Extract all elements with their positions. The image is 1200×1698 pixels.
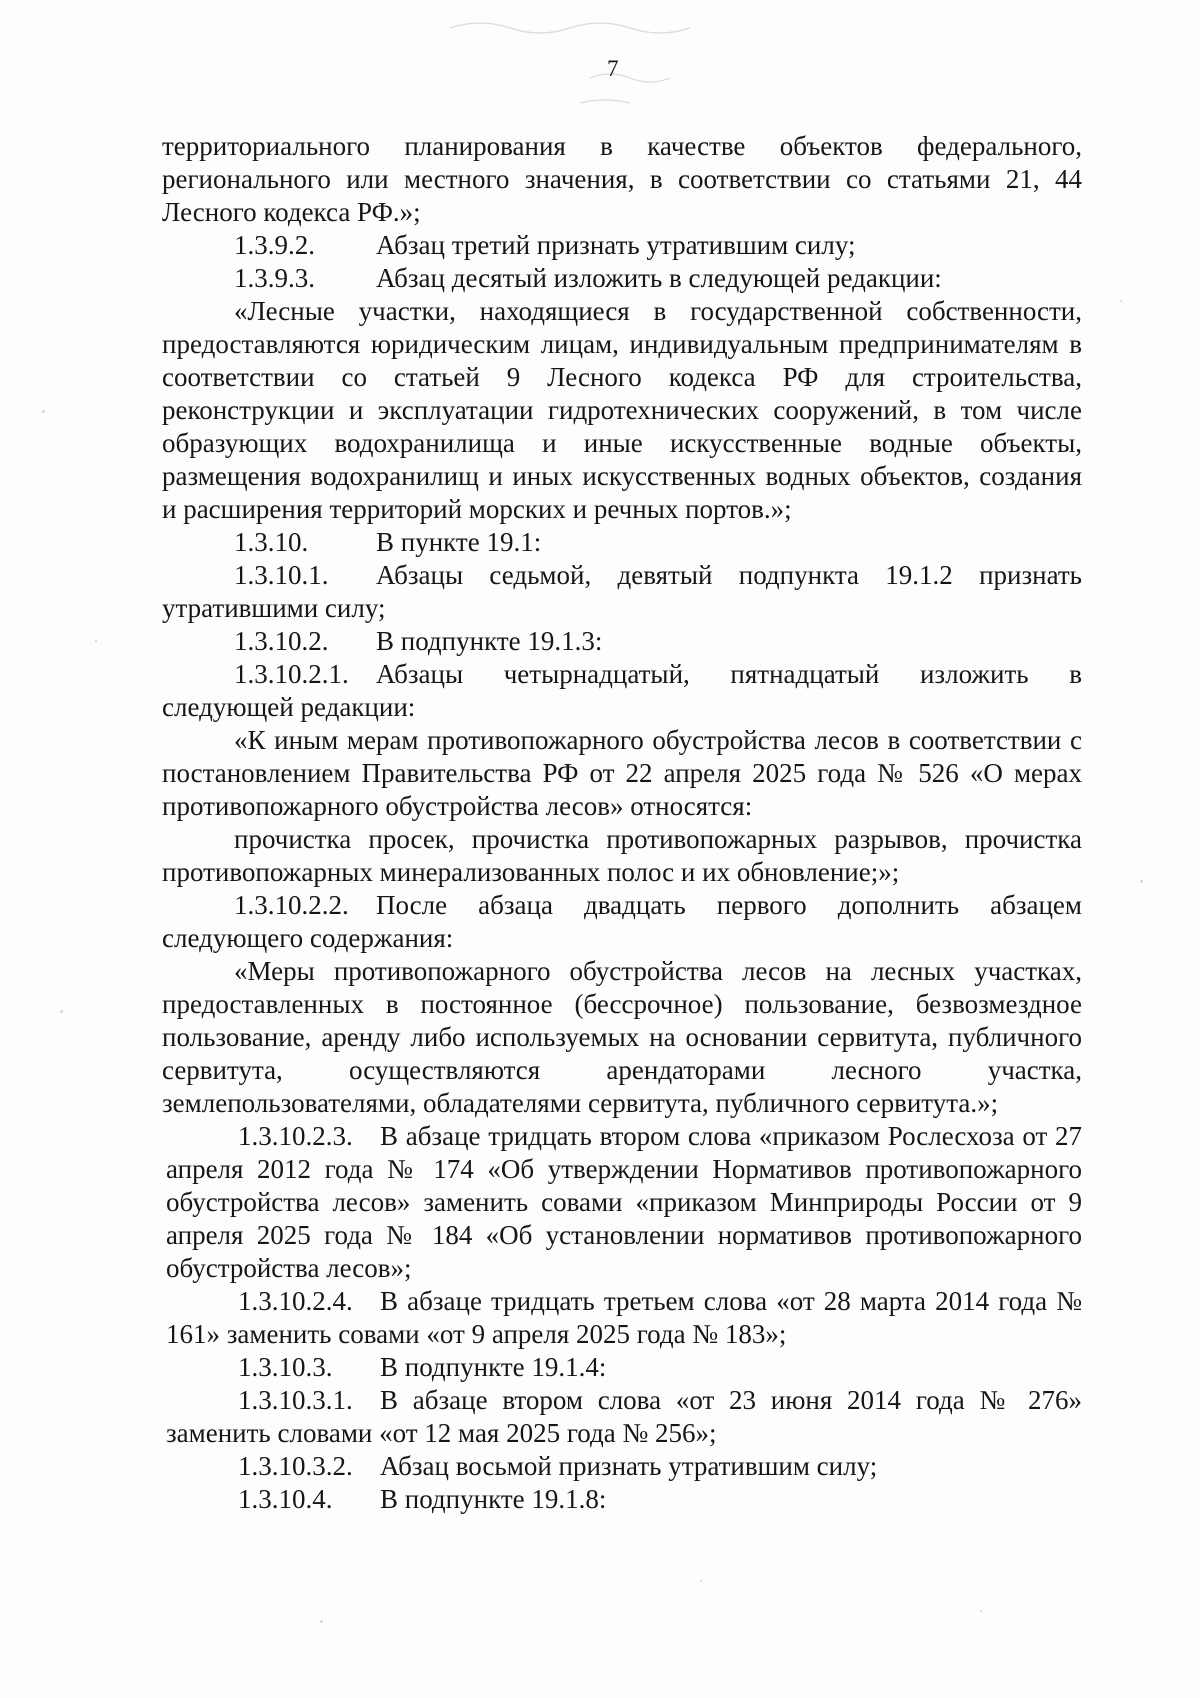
list-item — [166, 1351, 1082, 1384]
item-number: 1.3.10. — [234, 527, 309, 557]
item-number: 1.3.9.2. — [234, 230, 315, 260]
faint-stamp-mark — [440, 8, 760, 118]
item-number: 1.3.10.4. — [238, 1484, 333, 1514]
list-item — [166, 1384, 1082, 1450]
quoted-paragraph: «К иным мерам противопожарного обустройства лесов в соответствии с постановлением Правительства РФ от 22 апреля 2025 года № 526 «О мерах противопожарного обустройства лесов» относятся: — [162, 725, 1082, 821]
list-item — [162, 229, 1082, 262]
item-number: 1.3.10.1. — [234, 560, 329, 590]
list-item — [162, 658, 1082, 724]
quoted-paragraph: прочистка просек, прочистка противопожарных разрывов, прочистка противопожарных минерализованных полос и их обновление;»; — [162, 824, 1082, 887]
list-item — [162, 526, 1082, 559]
item-text: Абзац десятый изложить в следующей редакции: — [376, 263, 942, 293]
item-text: В абзаце втором слова «от 23 июня 2014 года № 276» заменить словами «от 12 мая 2025 года № 256»; — [166, 1385, 1082, 1448]
item-text: Абзац третий признать утратившим силу; — [376, 230, 856, 260]
list-item — [166, 1285, 1082, 1351]
quoted-paragraph: «Меры противопожарного обустройства лесов на лесных участках, предоставленных в постоянное (бессрочное) пользование, безвозмездное пользование, аренду либо используемых на основании сервитута, публичного сервитута, осуществляются арендаторами лесного участка, землепользователями, обладателями сервитута, публичного сервитута.»; — [162, 956, 1082, 1118]
scan-speck — [60, 1010, 63, 1013]
item-text: Абзац восьмой признать утратившим силу; — [380, 1451, 878, 1481]
item-number: 1.3.10.2.2. — [234, 890, 349, 920]
quoted-paragraph: «Лесные участки, находящиеся в государственной собственности, предоставляются юридическим лицам, индивидуальным предпринимателям в соответствии со статьей 9 Лесного кодекса РФ для строительства, реконструкции и эксплуатации гидротехнических сооружений, в том числе образующих водохранилища и иные искусственные водные объекты, размещения водохранилищ и иных искусственных водных объектов, создания и расширения территорий морских и речных портов.»; — [162, 296, 1082, 524]
scan-speck — [320, 1620, 323, 1623]
item-number: 1.3.9.3. — [234, 263, 315, 293]
scan-speck — [700, 1580, 702, 1582]
item-number: 1.3.10.2. — [234, 626, 329, 656]
list-item — [162, 625, 1082, 658]
item-number: 1.3.10.3.1. — [238, 1385, 353, 1415]
item-text: В подпункте 19.1.3: — [376, 626, 603, 656]
list-item — [162, 889, 1082, 955]
scan-speck — [42, 410, 45, 413]
scan-speck — [1120, 300, 1122, 302]
item-number: 1.3.10.2.4. — [238, 1286, 353, 1316]
item-text: В абзаце тридцать третьем слова «от 28 марта 2014 года № 161» заменить совами «от 9 апреля 2025 года № 183»; — [166, 1286, 1082, 1349]
list-item — [162, 262, 1082, 295]
item-text: После абзаца двадцать первого дополнить абзацем следующего содержания: — [162, 890, 1082, 953]
document-body — [162, 130, 1082, 1516]
item-text: В подпункте 19.1.4: — [380, 1352, 607, 1382]
list-item — [166, 1483, 1082, 1516]
item-number: 1.3.10.3. — [238, 1352, 333, 1382]
item-number: 1.3.10.2.1. — [234, 659, 349, 689]
item-text: Абзацы четырнадцатый, пятнадцатый изложить в следующей редакции: — [162, 659, 1082, 722]
scan-speck — [95, 640, 97, 642]
item-text: Абзацы седьмой, девятый подпункта 19.1.2 признать утратившими силу; — [162, 560, 1082, 623]
item-text: В подпункте 19.1.8: — [380, 1484, 607, 1514]
list-item — [162, 559, 1082, 625]
paragraph-continuation: территориального планирования в качестве объектов федерального, регионального или местного значения, в соответствии со статьями 21, 44 Лесного кодекса РФ.»; — [162, 131, 1082, 227]
item-text: В абзаце тридцать втором слова «приказом Рослесхоза от 27 апреля 2012 года № 174 «Об утверждении Нормативов противопожарного обустройства лесов» заменить совами «приказом Минприроды России от 9 апреля 2025 года № 184 «Об установлении нормативов противопожарного обустройства лесов»; — [166, 1121, 1082, 1283]
list-item — [166, 1450, 1082, 1483]
list-item — [166, 1120, 1082, 1285]
scan-speck — [1140, 880, 1143, 883]
item-number: 1.3.10.3.2. — [238, 1451, 353, 1481]
item-text: В пункте 19.1: — [376, 527, 542, 557]
item-number: 1.3.10.2.3. — [238, 1121, 353, 1151]
page-number: 7 — [607, 56, 619, 81]
scan-speck — [980, 1610, 982, 1612]
